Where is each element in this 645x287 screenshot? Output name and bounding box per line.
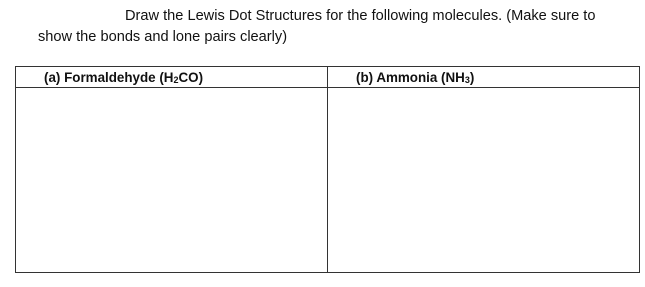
header-formaldehyde-suffix: CO) xyxy=(178,69,204,85)
header-formaldehyde-subscript: 2 xyxy=(173,74,179,85)
answer-table xyxy=(15,66,640,273)
header-formaldehyde xyxy=(16,67,328,88)
header-ammonia-subscript: 3 xyxy=(464,74,470,85)
instructions xyxy=(38,6,644,48)
answer-box-formaldehyde[interactable] xyxy=(16,88,328,273)
answer-box-ammonia[interactable] xyxy=(328,88,640,273)
header-ammonia-prefix: (b) Ammonia (NH xyxy=(356,69,465,85)
header-ammonia-suffix: ) xyxy=(469,69,475,85)
header-formaldehyde-prefix: (a) Formaldehyde (H xyxy=(44,69,174,85)
instructions-line-2: show the bonds and lone pairs clearly) xyxy=(38,29,288,45)
header-ammonia xyxy=(328,67,640,88)
answer-table-body-row xyxy=(16,88,640,273)
instructions-line-1: Draw the Lewis Dot Structures for the following molecules. (Make sure to xyxy=(125,8,596,24)
answer-table-header-row xyxy=(16,67,640,88)
